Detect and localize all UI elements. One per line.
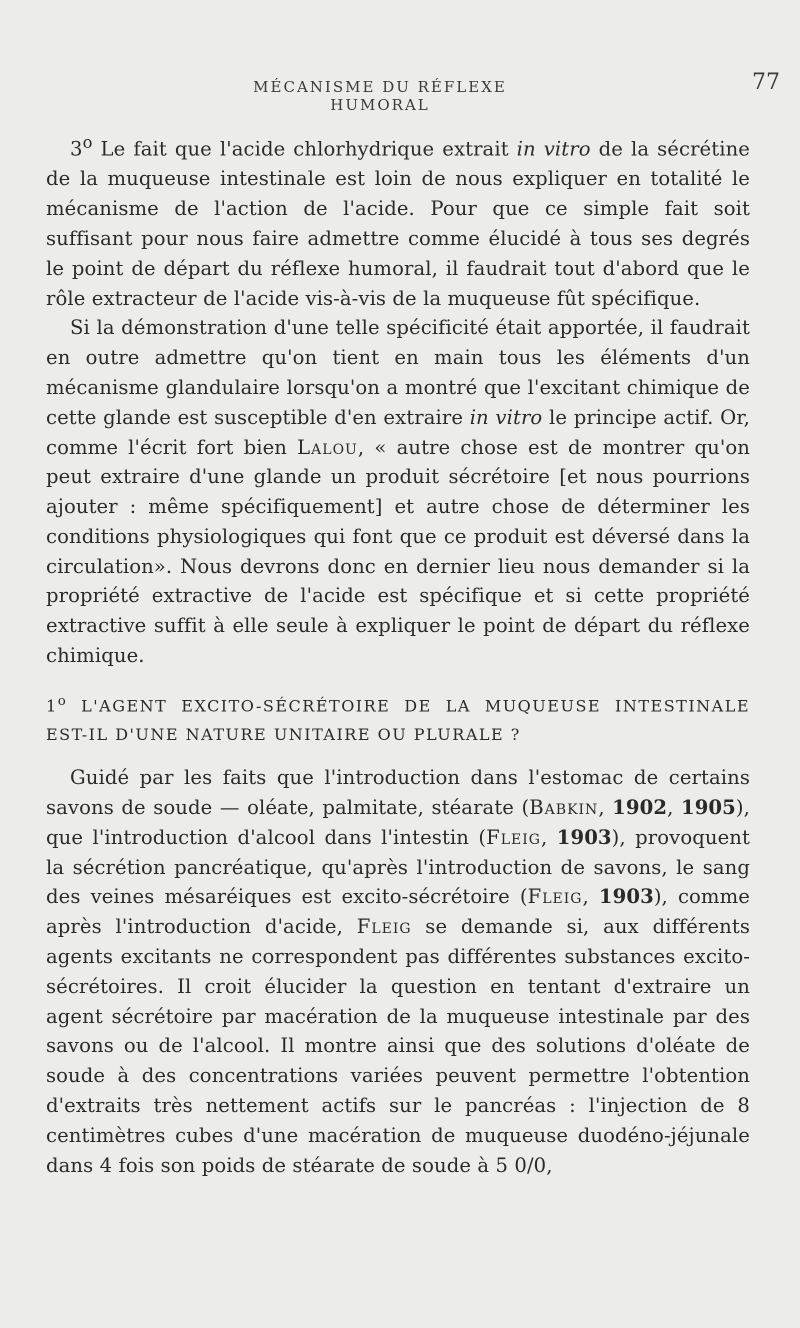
year: 1905 (680, 796, 736, 819)
text-run: Le fait que l'acide chlorhydrique extrait (92, 137, 517, 161)
paragraph-3 (46, 763, 750, 1180)
author-name: Lalou (297, 435, 358, 459)
author-name: Fleig (527, 885, 583, 909)
author-name: Fleig (356, 915, 412, 939)
text-run: , (667, 796, 681, 819)
text-run: Guidé par les faits que l'introduction dans l'estomac de certains savons de soude — oléate, palmitate, stéarate ( (46, 766, 750, 819)
section-number-3: 3 (70, 137, 83, 161)
text-run: se demande si, aux différents agents excitants ne correspondent pas différentes substances excito-sécrétoires. Il croit élucider la question en tentant d'extraire un agent sécrétoire par macération de la muqueuse intestinale par des savons ou de l'alcool. Il montre ainsi que des solutions d'oléate de soude à des concentrations variées peuvent permettre l'obtention d'extraits très nettement actifs sur le pancréas : l'injection de 8 centimètres cubes d'une macération de muqueuse duodéno-jéjunale dans 4 fois son poids de stéarate de soude à 5 0/0, (46, 915, 750, 1177)
text-run: ), provoquent la sécrétion pancréatique, qu'après l'introduction de savons, le sang des veines mésaréiques est excito-sécrétoire ( (46, 825, 750, 909)
text-run: , « autre chose est de montrer qu'on peut extraire d'une glande un produit sécrétoire [et nous pourrions ajouter : même spécifiquement] et autre chose de déterminer les conditions physiologiques qui font que ce produit est déversé dans la circulation». Nous devrons donc en dernier lieu nous demander si la propriété extractive de l'acide est spécifique et si cette propriété extractive suffit à elle seule à expliquer le point de départ du réflexe chimique. (46, 435, 750, 668)
text-run: , (540, 825, 557, 849)
italic-in-vitro: in vitro (469, 405, 543, 429)
paragraph-1 (46, 128, 750, 313)
text-run: , (598, 796, 613, 819)
heading-text: L'AGENT EXCITO-SÉCRÉTOIRE DE LA MUQUEUSE INTESTINALE EST-IL D'UNE NATURE UNITAIRE OU PLURALE ? (46, 696, 750, 745)
text-run: de la sécrétine de la muqueuse intestinale est loin de nous expliquer en totalité le mécanisme de l'action de l'acide. Pour que ce simple fait soit suffisant pour nous faire admettre comme élucidé à tous ses degrés le point de départ du réflexe humoral, il faudrait tout d'abord que le rôle extracteur de l'acide vis-à-vis de la muqueuse fût spécifique. (46, 137, 750, 310)
page-number: 77 (752, 70, 780, 95)
author-name: Babkin (529, 796, 599, 819)
text-run: Si la démonstration d'une telle spécificité était apportée, il faudrait en outre admettre qu'on tient en main tous les éléments d'un mécanisme glandulaire lorsqu'on a montré que l'excitant chimique de cette glande est susceptible d'en extraire (46, 316, 750, 429)
heading-number: 1 (46, 696, 58, 716)
text-run: ), que l'introduction d'alcool dans l'intestin ( (46, 796, 750, 849)
text-run: le principe actif. Or, comme l'écrit fort bien (46, 405, 750, 459)
running-title: MÉCANISME DU RÉFLEXE HUMORAL (253, 78, 507, 114)
paragraph-2 (46, 313, 750, 671)
text-run: , (582, 885, 599, 909)
italic-in-vitro: in vitro (516, 137, 591, 161)
year: 1902 (612, 796, 668, 819)
ordinal-suffix: o (57, 693, 68, 709)
body-text (46, 128, 750, 1180)
ordinal-suffix: o (82, 133, 93, 152)
section-heading (46, 687, 750, 749)
year: 1903 (598, 885, 654, 909)
text-run: ), comme après l'introduction d'acide, (46, 885, 750, 939)
year: 1903 (556, 825, 612, 849)
author-name: Fleig (486, 825, 541, 849)
